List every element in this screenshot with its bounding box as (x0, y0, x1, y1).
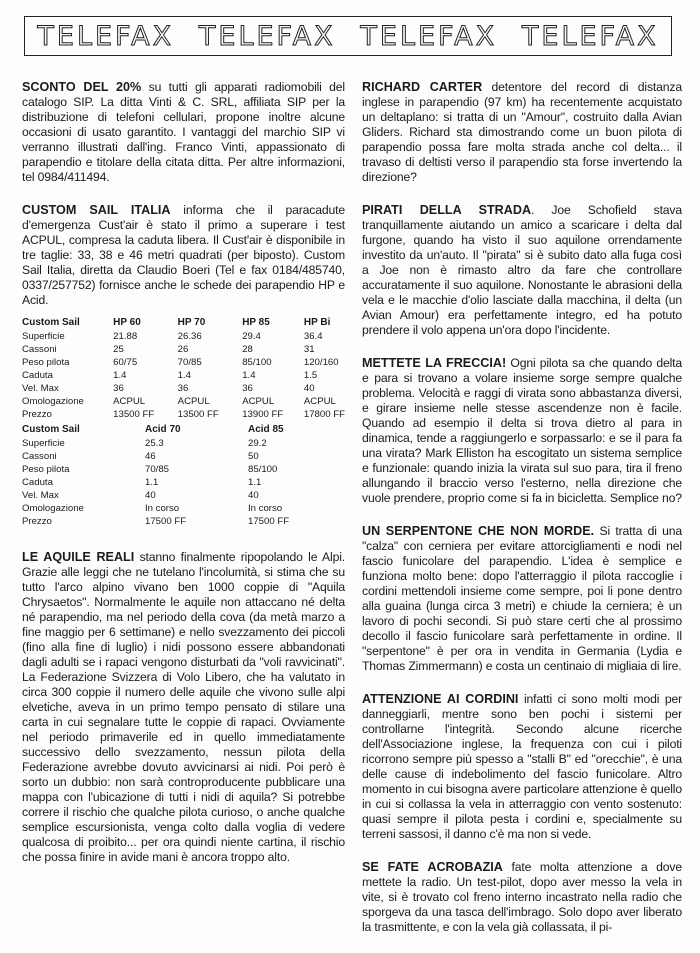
article-title: PIRATI DELLA STRADA (362, 203, 532, 217)
table-cell: 13500 FF (113, 409, 155, 420)
table-row-label: Peso pilota (22, 464, 70, 475)
table-row (22, 463, 338, 476)
table-cell: HP Bi (303, 317, 331, 328)
table-cell: 25 (113, 344, 124, 355)
table-row-label: Superficie (22, 331, 65, 342)
table-cell: 36 (113, 383, 124, 394)
table-row (22, 515, 338, 528)
header-word: TELEFAX (360, 20, 498, 52)
article-body: . Joe Schofield stava tranquillamente aiutando un amico a scaricare i delta dal furgone, quando ha visto il suo aquilone orrendamente investito da un'auto. Il "pirata" si è subito dato alla fuga così a Joe non è rimasto altro da fare che controllare accuratamente il suo aquilone. Nonostante le abrasioni della vela e le macchie d'olio lasciate dalla macchina, il delta (un Avian Amour) era perfettamente integro, ed ha potuto prendere il volo appena un'ora dopo l'incidente. (362, 203, 683, 337)
telefax-header (24, 16, 672, 56)
table-row-label: Cassoni (22, 344, 57, 355)
table-cell: 40 (145, 490, 156, 501)
table-cell: 26 (177, 344, 189, 355)
table-cell: 1.4 (177, 370, 192, 381)
table-cell: 60/75 (113, 357, 138, 368)
table-cell: In corso (248, 503, 283, 514)
table-row (22, 450, 338, 463)
table-cell: 29.2 (248, 438, 267, 449)
table-row (22, 395, 345, 408)
article-body: Ogni pilota sa che quando delta e para si trovano a volare insieme sorge sempre qualche problema. Velocità e raggi di virata sono abbastanza diversi, e girare insieme nelle stesse ascendenze non è facile. Quando ad esempio il delta si trova dietro al para in dinamica, tende a raggiungerlo e sorpassarlo: e se il para fa una virata? Mark Elliston ha escogitato un sistema semplice e funzionale: quando inizia la virata sul suo para, tira il freno allungando il braccio verso l'esterno, nella direzione che vuole prendere, proprio come si fa in bicicletta. Semplice no? (362, 356, 682, 505)
table-cell: 50 (248, 451, 259, 462)
table-cell: 29.4 (242, 331, 261, 342)
right-column (362, 80, 682, 953)
article-pirati (362, 203, 682, 338)
table-cell: HP 70 (177, 317, 206, 328)
table-header-row (22, 423, 338, 437)
table-cell: ACPUL (303, 396, 336, 407)
table-cell: 46 (145, 451, 156, 462)
table-cell: 13500 FF (177, 409, 219, 420)
article-title: LE AQUILE REALI (22, 550, 135, 564)
table-row-label: Custom Sail (22, 424, 80, 435)
left-column (22, 80, 345, 883)
article-title: CUSTOM SAIL ITALIA (22, 203, 171, 217)
table-cell: 25.3 (145, 438, 164, 449)
header-word: TELEFAX (198, 20, 336, 52)
table-row (22, 330, 345, 343)
article-body: informa che il paracadute d'emergenza Cust'air è stato il primo a superare i test ACPUL, compresa la caduta libera. Il Cust'air è disponibile in tre taglie: 33, 38 e 46 metri quadrati (per biposto). Custom Sail Italia, diretta da Claudio Boeri (Tel e fax 0184/485740, 0337/257752) fornisce anche le schede dei parapendio HP e Acid. (22, 203, 345, 307)
table-row (22, 343, 345, 356)
table-cell: 36 (177, 383, 189, 394)
table-cell: Acid 85 (248, 424, 284, 435)
table-cell: ACPUL (242, 396, 275, 407)
table-row-label: Vel. Max (22, 383, 59, 394)
table-row (22, 408, 345, 421)
table-cell: ACPUL (113, 396, 146, 407)
article-title: SCONTO DEL 20% (22, 80, 142, 94)
article-body: Si tratta di una "calza" con cerniera per evitare attorcigliamenti e nodi nel fascio funicolare del parapendio. L'idea è semplice e funziona molto bene: dopo l'atterraggio il pilota raccoglie i cordini mettendoli insieme come sempre, poi li pone dentro alla guaina (lunga circa 3 metri) e chiude la cerniera; è un lavoro di pochi secondi. Si può stare certi che al prossimo decollo il fascio funicolare sarà perfettamente in ordine. Il "serpentone" è per ora in vendita in Germania (Lydia e Thomas Zimmermann) e costa un centinaio di migliaia di lire. (362, 524, 682, 673)
table-row (22, 369, 345, 382)
table-row (22, 356, 345, 369)
table-cell: HP 60 (113, 317, 141, 328)
table-cell: 17800 FF (303, 409, 345, 420)
article-freccia (362, 356, 682, 506)
table-row-label: Caduta (22, 370, 53, 381)
table-cell: 1.5 (303, 370, 318, 381)
table-cell: 26.36 (177, 331, 202, 342)
article-carter (362, 80, 682, 185)
article-title: METTETE LA FRECCIA! (362, 356, 507, 370)
article-serpentone (362, 524, 682, 674)
table-cell: 28 (242, 344, 253, 355)
table-row (22, 502, 338, 515)
table-cell: 17500 FF (145, 516, 187, 527)
table-cell: 85/100 (248, 464, 278, 475)
table-cell: 21.88 (113, 331, 138, 342)
article-acrobazia (362, 860, 682, 935)
article-title: UN SERPENTONE CHE NON MORDE. (362, 524, 595, 538)
table-header-row (22, 316, 345, 330)
table-row-label: Prezzo (22, 516, 52, 527)
article-sconto (22, 80, 345, 185)
spec-table-acid (22, 423, 338, 528)
table-cell: 1.1 (248, 477, 262, 488)
article-body: fate molta attenzione a dove mettete la radio. Un test-pilot, dopo aver messo la vela in vite, si è trovato col freno interno incastrato nella radio che sporgeva da una tasca dell'imbrago. Solo dopo aver liberato la trasmittente, e con la vela già collassata, il pi- (362, 860, 682, 934)
table-row (22, 382, 345, 395)
table-cell: 36 (242, 383, 253, 394)
table-row-label: Custom Sail (22, 317, 80, 328)
table-cell: 85/100 (242, 357, 272, 368)
table-row (22, 437, 338, 450)
article-title: RICHARD CARTER (362, 80, 483, 94)
table-cell: 70/85 (145, 464, 170, 475)
table-row-label: Cassoni (22, 451, 57, 462)
table-row-label: Peso pilota (22, 357, 70, 368)
article-custom-sail (22, 203, 345, 308)
article-body: detentore del record di distanza inglese in parapendio (97 km) ha recentemente acquistato un deltaplano: si tratta di un "Amour", costruito dalla Avian Gliders. Richard sta dimostrando come un buon pilota di parapendio possa fare molta strada anche col delta... il travaso di deltisti verso il parapendio sta forse invertendo la direzione? (362, 80, 682, 184)
table-cell: 120/160 (303, 357, 339, 368)
article-body: stanno finalmente ripopolando le Alpi. Grazie alle leggi che ne tutelano l'incolumità, si stima che su tutto l'arco alpino vivano ben 1000 coppie di "Aquila Chrysaetos". Normalmente le aquile non attaccano né delta né parapendio, ma nel periodo della cova (da metà marzo a fine maggio per 6 settimane) e nello svezzamento dei piccoli (fino alla fine di luglio) i nidi possono essere abbandonati dagli adulti se i rapaci vengono disturbati da "voli ravvicinati". La Federazione Svizzera di Volo Libero, che ha valutato in circa 300 coppie il numero delle aquile che vivono sulle alpi elvetiche, aveva in un primo tempo pensato di stilare una carta in cui segnalare tutte le coppie di rapaci. Ovviamente nel periodo primaverile ed in quello immediatamente successivo dello svezzamento, nessun pilota della Federazione avrebbe dovuto avvicinarsi ai nidi. Poi però è sorto un dubbio: non sarà controproducente pubblicare una mappa con l'ubicazione di tutti i nidi di aquila? Si potrebbe correre il rischio che qualche pilota curioso, o anche qualche semplice escursionista, venga colto dalla voglia di vedere qualcosa di proibito... per ora quindi niente cartina, il rischio che possa finire in avide mani è ancora troppo alto. (22, 550, 346, 864)
table-cell: 31 (303, 344, 315, 355)
table-cell: ACPUL (177, 396, 210, 407)
article-aquile (22, 550, 345, 865)
article-body: su tutti gli apparati radiomobili del catalogo SIP. La ditta Vinti & C. SRL, affiliata SIP per la distribuzione di telefoni cellulari, propone inoltre alcune occasioni di usato garantito. I vantaggi del marchio SIP vi verranno illustrati dall'ing. Franco Vinti, appassionato di parapendio e titolare della citata ditta. Per altre informazioni, tel 0984/411494. (22, 80, 345, 184)
article-title: ATTENZIONE AI CORDINI (362, 692, 519, 706)
table-row-label: Vel. Max (22, 490, 59, 501)
table-cell: 13900 FF (242, 409, 284, 420)
table-row-label: Superficie (22, 438, 65, 449)
table-cell: 1.1 (145, 477, 159, 488)
table-cell: 40 (303, 383, 315, 394)
table-cell: 40 (248, 490, 259, 501)
table-cell: 1.4 (242, 370, 256, 381)
table-cell: 70/85 (177, 357, 202, 368)
table-row (22, 476, 338, 489)
article-body: infatti ci sono molti modi per danneggiarli, mentre sono ben pochi i sistemi per controllarne l'integrità. Secondo alcune ricerche dell'Associazione inglese, la frequenza con cui i piloti ricorrono sempre più spesso a "stalli B" ed "orecchie", è una delle cause di indebolimento del fascio funicolare. Altro momento in cui bisogna avere particolare attenzione è quello in cui si collassa la vela in atterraggio con vento sostenuto: quasi sempre il pilota pesta i cordini e, specialmente su terreni sassosi, il danno c'è ma non si vede. (362, 692, 682, 841)
table-row-label: Omologazione (22, 396, 84, 407)
table-row-label: Caduta (22, 477, 53, 488)
table-row-label: Omologazione (22, 503, 84, 514)
table-cell: 17500 FF (248, 516, 290, 527)
table-cell: Acid 70 (145, 424, 181, 435)
spec-table-hp (22, 316, 345, 421)
article-cordini (362, 692, 682, 842)
table-row-label: Prezzo (22, 409, 52, 420)
table-row (22, 489, 338, 502)
table-cell: In corso (145, 503, 180, 514)
article-title: SE FATE ACROBAZIA (362, 860, 503, 874)
header-word: TELEFAX (521, 20, 659, 52)
header-word: TELEFAX (37, 20, 175, 52)
table-cell: HP 85 (242, 317, 270, 328)
table-cell: 1.4 (113, 370, 127, 381)
table-cell: 36.4 (303, 331, 323, 342)
